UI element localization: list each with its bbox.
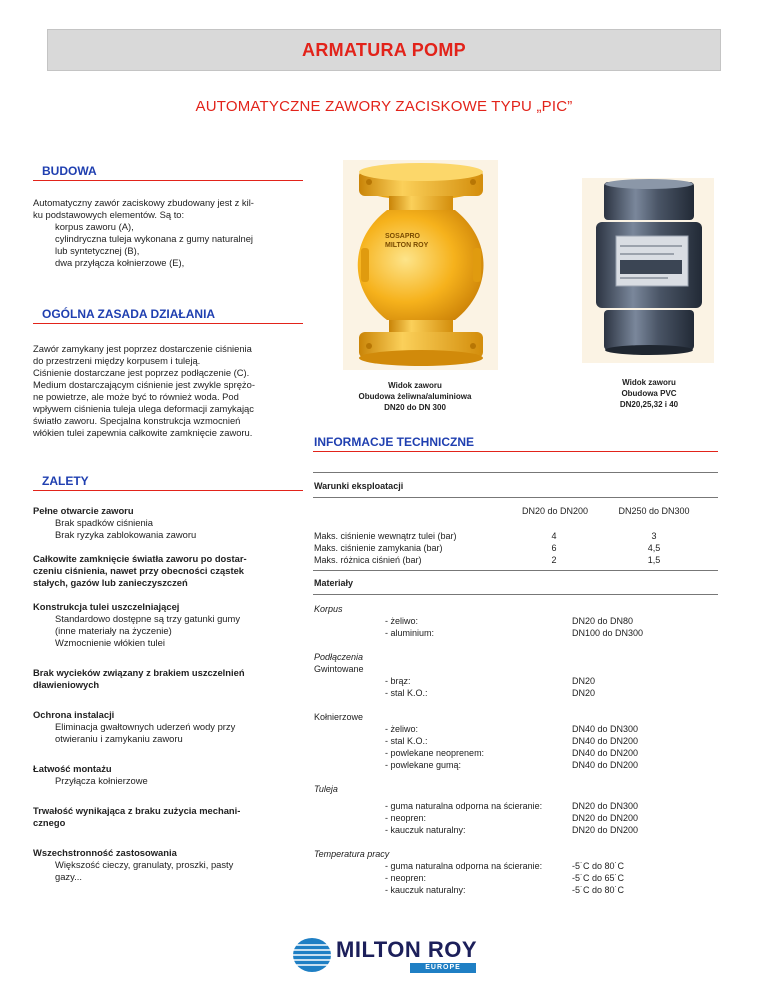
advantage-title: Konstrukcja tulei uszczelniającej	[33, 601, 180, 612]
table-rule	[313, 472, 718, 473]
cell-value: DN20	[572, 688, 596, 698]
list-item: Eliminacja gwałtownych uderzeń wody przy	[55, 721, 236, 732]
row-label: Maks. różnica ciśnień (bar)	[314, 555, 422, 565]
list-item: lub syntetycznej (B),	[55, 245, 140, 256]
table-row	[314, 812, 714, 824]
list-item: Brak ryzyka zablokowania zaworu	[55, 529, 197, 540]
table-row	[314, 615, 714, 627]
material-subgroup-label: Gwintowane	[314, 664, 364, 674]
table-row	[314, 860, 714, 872]
advantage-title: stałych, gazów lub zanieczyszczeń	[33, 577, 188, 588]
text-line: Medium dostarczającym ciśnienie jest zwykle sprężo-	[33, 379, 255, 390]
list-item: korpus zaworu (A),	[55, 221, 134, 232]
cell-value: 4,5	[647, 543, 661, 553]
list-item: Standardowo dostępne są trzy gatunki gumy	[55, 613, 241, 624]
list-item: Większość cieczy, granulaty, proszki, pasty	[55, 859, 234, 870]
row-label: - stal K.O.:	[385, 736, 428, 746]
cell-value: 6	[551, 543, 557, 553]
advantage-title: czeniu ciśnienia, nawet przy obecności cząstek	[33, 565, 245, 576]
zasada-text	[33, 343, 303, 439]
valve-photo-cast-iron	[343, 160, 498, 370]
cell-value: -5˙C do 80˙C	[572, 861, 625, 871]
table-rule	[313, 594, 718, 595]
logo-subline: EUROPE	[410, 963, 476, 973]
section-divider	[33, 490, 303, 491]
row-label: - powlekane gumą:	[385, 760, 462, 770]
list-item: otwieraniu i zamykaniu zaworu	[55, 733, 183, 744]
material-group-label: Tuleja	[314, 784, 338, 794]
text-line: do przestrzeni między korpusem i tuleją.	[33, 355, 201, 366]
list-item: (inne materiały na życzenie)	[55, 625, 172, 636]
row-label: - kauczuk naturalny:	[385, 825, 466, 835]
row-label: - powlekane neoprenem:	[385, 748, 485, 758]
row-label: - neopren:	[385, 873, 427, 883]
table-row	[314, 687, 714, 699]
table-row	[314, 872, 714, 884]
budowa-text	[33, 197, 298, 269]
row-label: - stal K.O.:	[385, 688, 428, 698]
row-label: - żeliwo:	[385, 616, 419, 626]
text-line: Zawór zamykany jest poprzez dostarczenie ciśnienia	[33, 343, 252, 354]
list-item: cylindryczna tuleja wykonana z gumy naturalnej	[55, 233, 254, 244]
banner-title: ARMATURA POMP	[302, 39, 466, 60]
row-label: - neopren:	[385, 813, 427, 823]
table-rule	[313, 497, 718, 498]
cell-value: DN40 do DN200	[572, 736, 639, 746]
caption-line: Widok zaworu	[622, 378, 676, 387]
cell-value: DN20 do DN300	[572, 801, 639, 811]
row-label: Maks. ciśnienie wewnątrz tulei (bar)	[314, 531, 457, 541]
cell-value: DN40 do DN200	[572, 760, 639, 770]
section-divider	[33, 180, 303, 181]
section-divider	[313, 451, 718, 452]
text-line: Ciśnienie dostarczane jest poprzez podłączenie (C).	[33, 367, 250, 378]
budowa-intro-line: ku podstawowych elementów. Są to:	[33, 209, 185, 220]
row-label: - kauczuk naturalny:	[385, 885, 466, 895]
cell-value: DN20 do DN80	[572, 616, 634, 626]
list-item: gazy...	[55, 871, 82, 882]
table-rule	[313, 570, 718, 571]
cell-value: -5˙C do 80˙C	[572, 885, 625, 895]
table-row	[314, 723, 714, 735]
row-label: - guma naturalna odporna na ścieranie:	[385, 861, 543, 871]
advantage-title: dławieniowych	[33, 679, 100, 690]
valve-label-brand: SOSAPRO	[385, 233, 421, 240]
section-divider	[33, 323, 303, 324]
left-photo-caption	[330, 380, 500, 413]
cell-value: DN20	[572, 676, 596, 686]
text-line: włókien tulei zapewnia całkowite zamknięcie zaworu.	[33, 427, 253, 438]
table-row	[314, 800, 714, 812]
material-group-label: Podłączenia	[314, 652, 364, 662]
conditions-table	[314, 530, 714, 566]
material-group-label: Temperatura pracy	[314, 849, 390, 859]
material-group-label: Korpus	[314, 604, 343, 614]
table-row	[314, 747, 714, 759]
warunki-heading: Warunki eksploatacji	[314, 481, 404, 491]
zalety-list	[33, 505, 301, 883]
milton-roy-logo	[292, 935, 482, 975]
advantage-title: cznego	[33, 817, 66, 828]
cell-value: DN20 do DN200	[572, 813, 639, 823]
advantage-title: Trwałość wynikająca z braku zużycia mechani-	[33, 805, 241, 816]
caption-line: DN20 do DN 300	[384, 403, 446, 412]
cell-value: DN100 do DN300	[572, 628, 644, 638]
globe-icon	[292, 937, 332, 973]
caption-line: Obudowa PVC	[621, 389, 677, 398]
cell-value: DN40 do DN200	[572, 748, 639, 758]
cell-value: DN40 do DN300	[572, 724, 639, 734]
row-label: - żeliwo:	[385, 724, 419, 734]
page-subtitle: AUTOMATYCZNE ZAWORY ZACISKOWE TYPU „PIC”	[195, 98, 573, 115]
text-line: światło zaworu. Specjalna konstrukcja wzmocnień	[33, 415, 241, 426]
row-label: - aluminium:	[385, 628, 435, 638]
cell-value: 2	[551, 555, 557, 565]
table-row	[314, 542, 714, 554]
valve-label-maker: MILTON ROY	[385, 242, 429, 249]
table-row	[314, 554, 714, 566]
text-line: wpływem ciśnienia tuleja ulega deformacji zamykając	[33, 403, 254, 414]
column-header: DN250 do DN300	[618, 506, 690, 516]
section-heading-info: INFORMACJE TECHNICZNE	[314, 435, 475, 449]
list-item: Przyłącza kołnierzowe	[55, 775, 148, 786]
list-item: Wzmocnienie włókien tulei	[55, 637, 165, 648]
table-row	[314, 824, 714, 836]
materialy-heading: Materiały	[314, 578, 354, 588]
budowa-intro-line: Automatyczny zawór zaciskowy zbudowany jest z kil-	[33, 197, 254, 208]
caption-line: Widok zaworu	[388, 381, 442, 390]
advantage-title: Wszechstronność zastosowania	[33, 847, 177, 858]
material-subgroup-label: Kołnierzowe	[314, 712, 364, 722]
caption-line: Obudowa żeliwna/aluminiowa	[358, 392, 472, 401]
right-photo-caption	[584, 377, 714, 410]
row-label: - brąz:	[385, 676, 411, 686]
section-heading-zalety: ZALETY	[42, 474, 89, 488]
caption-line: DN20,25,32 i 40	[619, 400, 679, 409]
list-item: Brak spadków ciśnienia	[55, 517, 153, 528]
table-row	[314, 675, 714, 687]
logo-wordmark: MILTON ROY	[336, 937, 478, 962]
cell-value: -5˙C do 65˙C	[572, 873, 625, 883]
cell-value: 1,5	[647, 555, 661, 565]
cell-value: DN20 do DN200	[572, 825, 639, 835]
advantage-title: Całkowite zamknięcie światła zaworu po dostar-	[33, 553, 247, 564]
table-row	[314, 530, 714, 542]
table-row	[314, 884, 714, 896]
list-item: dwa przyłącza kołnierzowe (E),	[55, 257, 185, 268]
valve-photo-pvc	[582, 178, 714, 363]
row-label: Maks. ciśnienie zamykania (bar)	[314, 543, 443, 553]
advantage-title: Brak wycieków związany z brakiem uszczelnień	[33, 667, 245, 678]
materials-table	[314, 603, 714, 896]
column-header: DN20 do DN200	[521, 506, 589, 516]
advantage-title: Pełne otwarcie zaworu	[33, 505, 134, 516]
table-row	[314, 759, 714, 771]
table-row	[314, 735, 714, 747]
cell-value: 4	[551, 531, 557, 541]
table-row	[314, 627, 714, 639]
section-heading-budowa: BUDOWA	[42, 164, 97, 178]
section-heading-zasada: OGÓLNA ZASADA DZIAŁANIA	[42, 307, 216, 321]
advantage-title: Ochrona instalacji	[33, 709, 115, 720]
cell-value: 3	[651, 531, 657, 541]
advantage-title: Łatwość montażu	[33, 763, 112, 774]
row-label: - guma naturalna odporna na ścieranie:	[385, 801, 543, 811]
text-line: ne powietrze, ale może być to również woda. Pod	[33, 391, 239, 402]
title-banner	[47, 29, 721, 71]
